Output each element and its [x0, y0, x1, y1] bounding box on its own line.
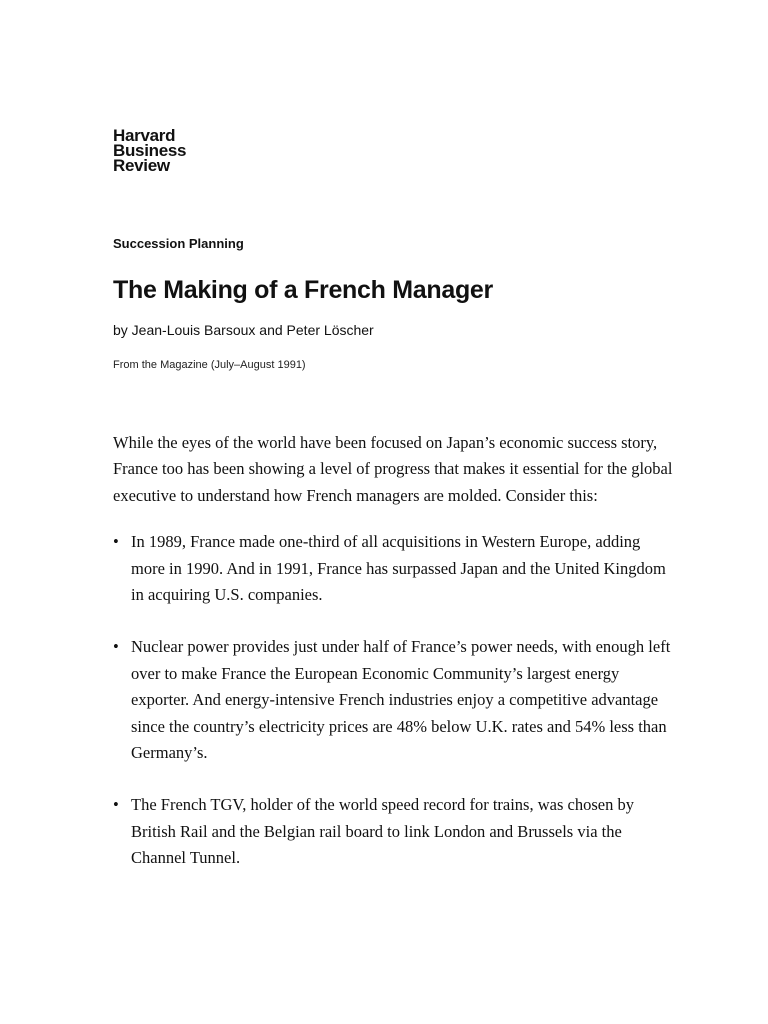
list-item-text: In 1989, France made one-third of all acquisitions in Western Europe, adding more in 1990. And in 1991, France has surpassed Japan and the United Kingdom in acquiring U.S. companies.	[131, 532, 666, 605]
topic-label[interactable]: Succession Planning	[113, 236, 244, 251]
list-item	[113, 529, 673, 608]
bullet-marker: •	[113, 532, 119, 552]
list-item	[113, 634, 673, 766]
logo-line-3: Review	[113, 156, 170, 175]
bullet-list	[113, 529, 673, 871]
list-item-text: Nuclear power provides just under half of France’s power needs, with enough left over to make France the European Economic Community’s largest energy exporter. And energy-intensive French industries enjoy a competitive advantage since the country’s electricity prices are 48% below U.K. rates and 54% less than Germany’s.	[131, 637, 671, 763]
intro-paragraph: While the eyes of the world have been focused on Japan’s economic success story, France too has been showing a level of progress that makes it essential for the global executive to understand how French managers are molded. Consider this:	[113, 433, 673, 505]
logo-line-2: Business	[113, 141, 187, 160]
bullet-marker: •	[113, 795, 119, 815]
bullet-marker: •	[113, 637, 119, 657]
list-item	[113, 792, 673, 871]
article-title: The Making of a French Manager	[113, 276, 493, 304]
logo-line-1: Harvard	[113, 126, 176, 145]
article-source: From the Magazine (July–August 1991)	[113, 359, 306, 371]
list-item-text: The French TGV, holder of the world speed record for trains, was chosen by British Rail and the Belgian rail board to link London and Brussels via the Channel Tunnel.	[131, 795, 634, 868]
hbr-logo[interactable]	[113, 128, 186, 173]
article-byline: by Jean-Louis Barsoux and Peter Löscher	[113, 322, 374, 338]
article-body	[113, 430, 673, 898]
